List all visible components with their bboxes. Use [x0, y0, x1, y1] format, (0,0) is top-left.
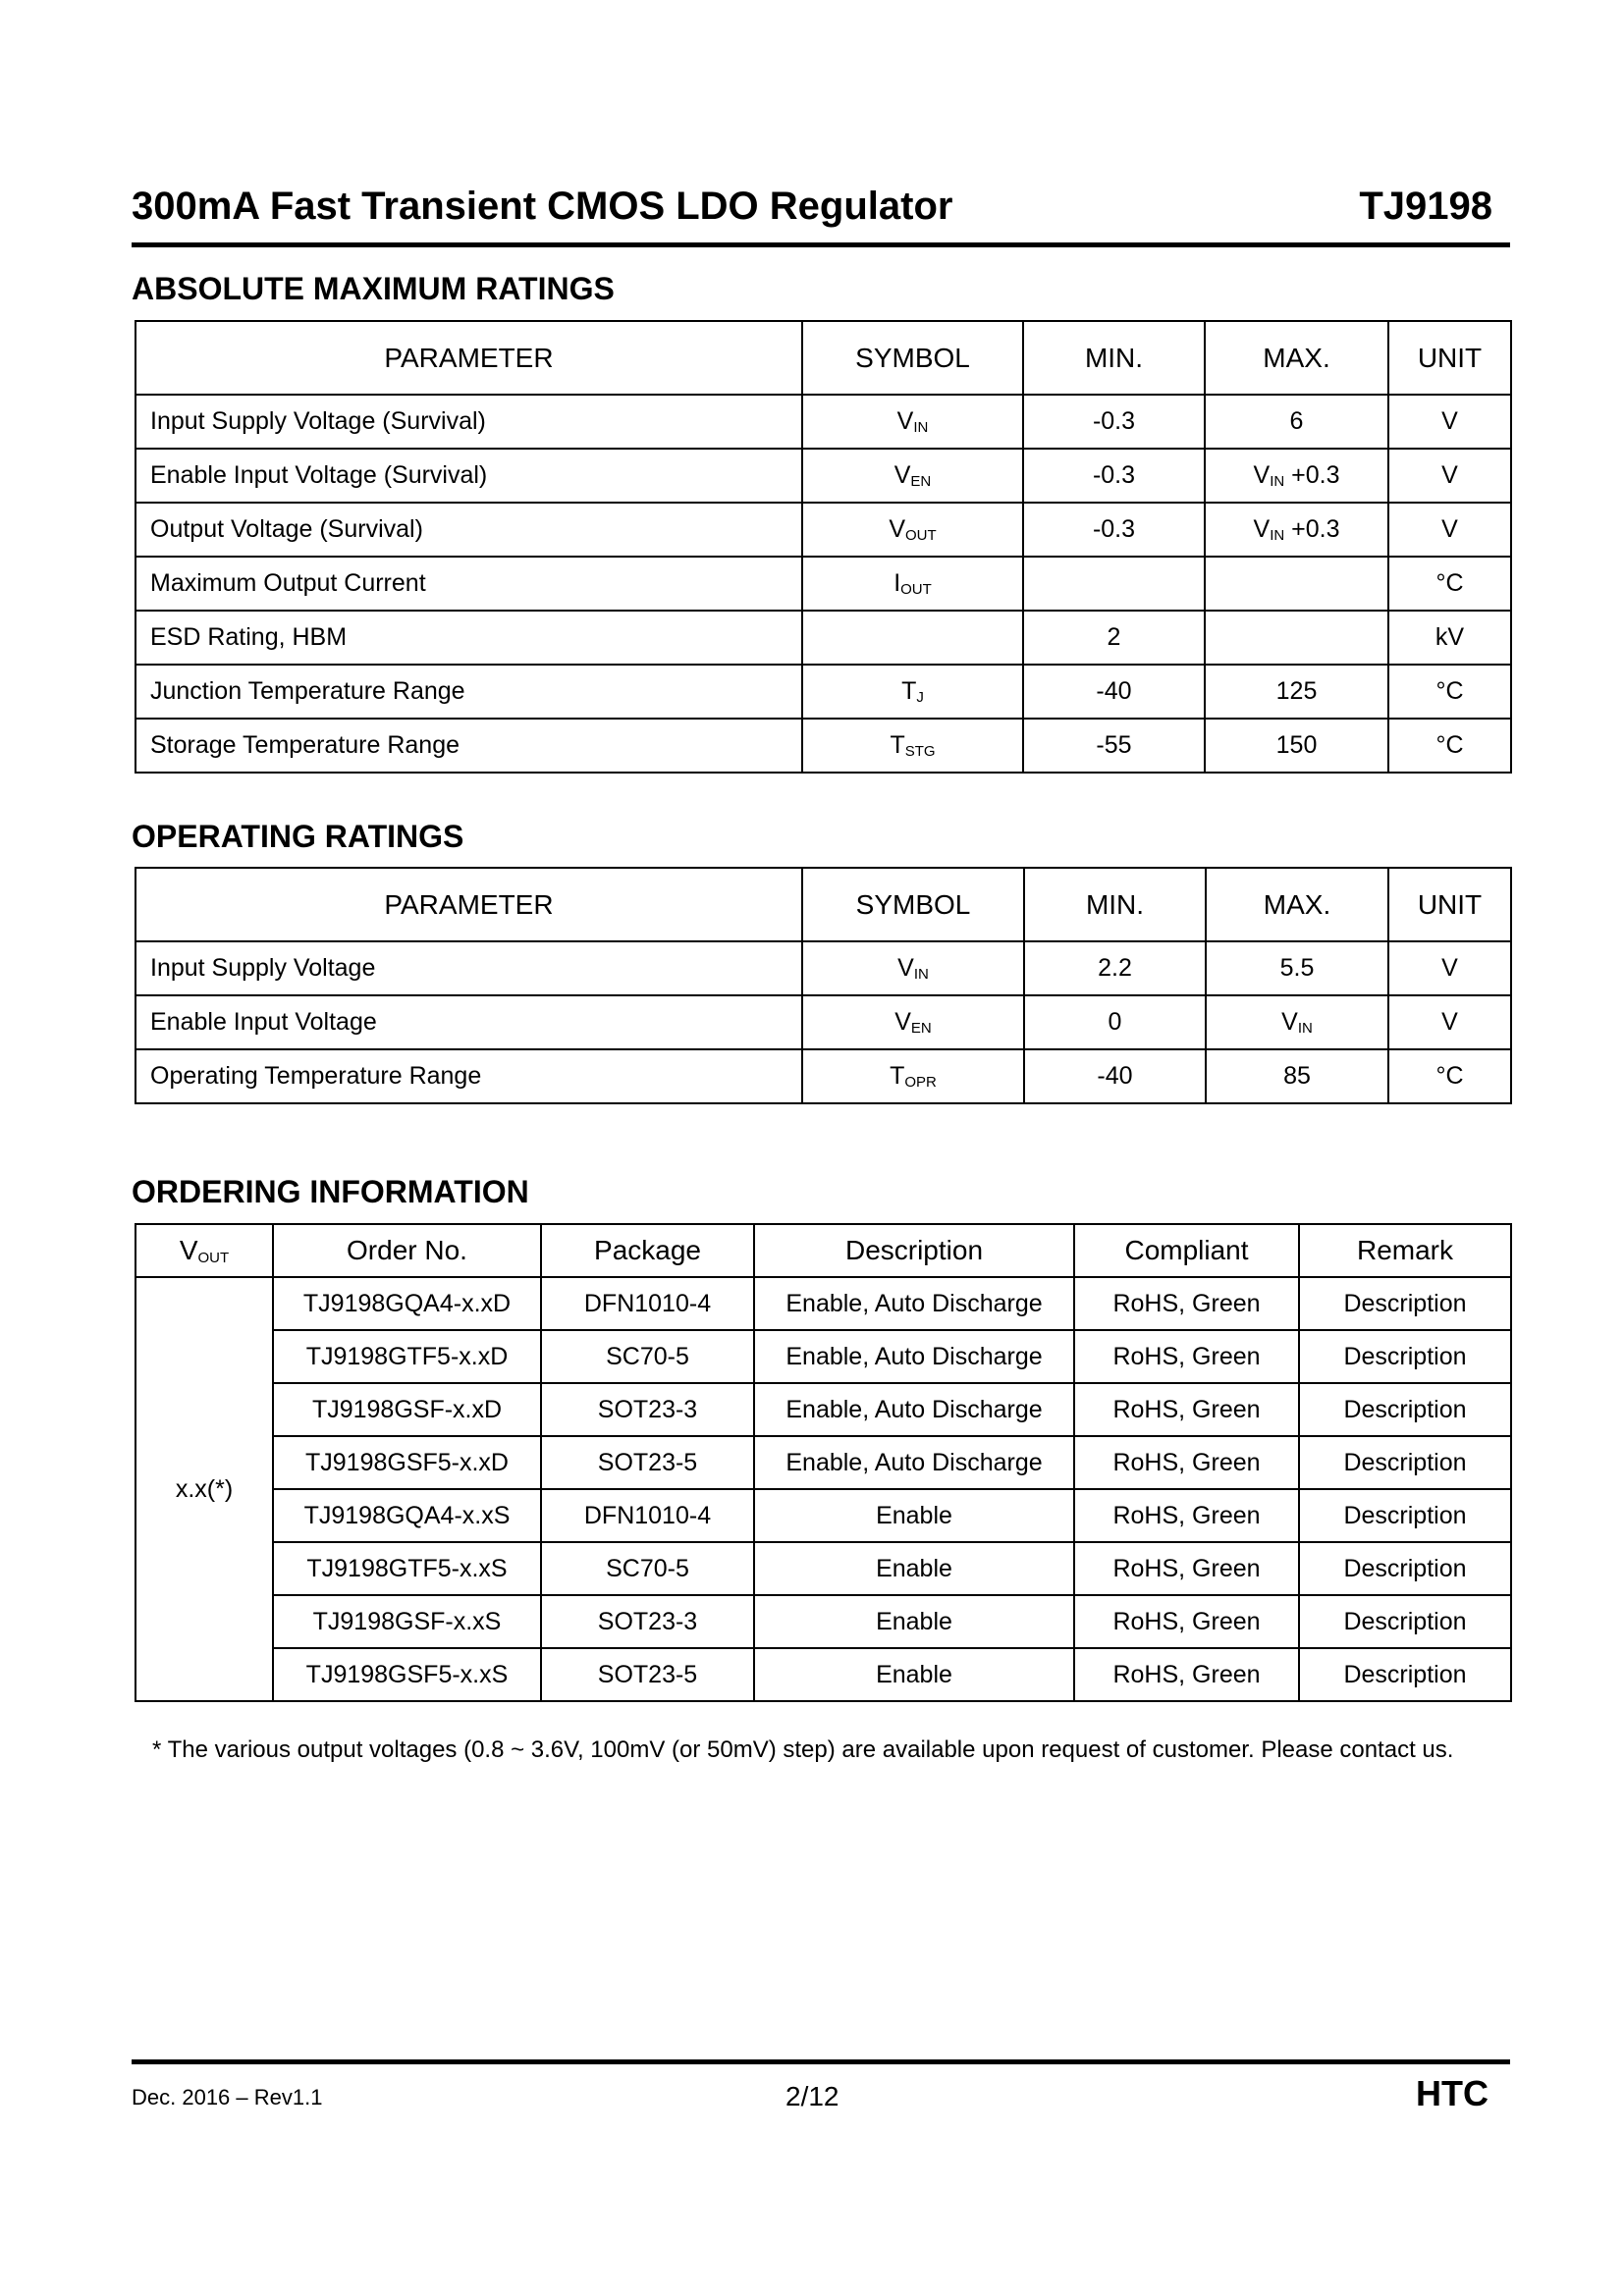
compliant-cell: RoHS, Green: [1074, 1595, 1299, 1648]
col-order-no: Order No.: [273, 1224, 541, 1277]
unit-cell: V: [1388, 395, 1511, 449]
order-no-cell: TJ9198GSF-x.xS: [273, 1595, 541, 1648]
symbol-main: V: [897, 954, 914, 982]
table-row: [135, 941, 1511, 995]
max-main: 6: [1289, 407, 1304, 435]
parameter-cell: ESD Rating, HBM: [135, 611, 802, 665]
min-cell: -40: [1023, 665, 1205, 719]
compliant-cell: RoHS, Green: [1074, 1383, 1299, 1436]
col-remark: Remark: [1299, 1224, 1511, 1277]
remark-cell: Description: [1299, 1542, 1511, 1595]
table-row: [135, 1542, 1511, 1595]
symbol-subscript: OUT: [900, 581, 932, 598]
col-min: MIN.: [1023, 321, 1205, 395]
col-package: Package: [541, 1224, 754, 1277]
package-cell: SOT23-3: [541, 1595, 754, 1648]
package-cell: DFN1010-4: [541, 1277, 754, 1330]
symbol-cell: [802, 611, 1023, 665]
order-no-cell: TJ9198GTF5-x.xD: [273, 1330, 541, 1383]
symbol-main: V: [894, 1008, 911, 1036]
table-row: [135, 1595, 1511, 1648]
operating-header-row: [135, 868, 1511, 941]
description-cell: Enable, Auto Discharge: [754, 1436, 1074, 1489]
min-cell: 2: [1023, 611, 1205, 665]
package-cell: SC70-5: [541, 1542, 754, 1595]
parameter-cell: Operating Temperature Range: [135, 1049, 802, 1103]
parameter-cell: Input Supply Voltage (Survival): [135, 395, 802, 449]
compliant-cell: RoHS, Green: [1074, 1330, 1299, 1383]
compliant-cell: RoHS, Green: [1074, 1648, 1299, 1701]
max-cell: [1206, 941, 1388, 995]
max-main: 5.5: [1279, 954, 1315, 982]
table-row: [135, 395, 1511, 449]
symbol-cell: [802, 941, 1024, 995]
max-cell: [1206, 995, 1388, 1049]
col-unit: UNIT: [1388, 321, 1511, 395]
symbol-cell: [802, 503, 1023, 557]
table-row: [135, 719, 1511, 773]
symbol-cell: [802, 557, 1023, 611]
order-no-cell: TJ9198GSF5-x.xS: [273, 1648, 541, 1701]
table-row: [135, 1330, 1511, 1383]
ordering-footnote: * The various output voltages (0.8 ~ 3.6V, 100mV (or 50mV) step) are available upon request of customer. Please contact us.: [152, 1736, 1454, 1763]
symbol-subscript: IN: [913, 419, 929, 436]
symbol-cell: [802, 449, 1023, 503]
ordering-header-row: [135, 1224, 1511, 1277]
remark-cell: Description: [1299, 1648, 1511, 1701]
symbol-cell: [802, 719, 1023, 773]
max-tail: +0.3: [1284, 461, 1340, 489]
unit-cell: V: [1388, 503, 1511, 557]
description-cell: Enable, Auto Discharge: [754, 1330, 1074, 1383]
remark-cell: Description: [1299, 1277, 1511, 1330]
symbol-main: T: [890, 1062, 905, 1090]
order-no-cell: TJ9198GQA4-x.xD: [273, 1277, 541, 1330]
symbol-main: T: [890, 731, 905, 759]
parameter-cell: Enable Input Voltage: [135, 995, 802, 1049]
col-compliant: Compliant: [1074, 1224, 1299, 1277]
ordering-title: ORDERING INFORMATION: [132, 1174, 529, 1209]
col-description: Description: [754, 1224, 1074, 1277]
max-cell: [1205, 395, 1388, 449]
description-cell: Enable: [754, 1542, 1074, 1595]
col-vout: $V_{OUT}$: [135, 1224, 273, 1277]
max-main: V: [1253, 461, 1271, 489]
revision-date: Dec. 2016 – Rev1.1: [132, 2085, 323, 2109]
symbol-subscript: EN: [910, 473, 932, 490]
max-main: 150: [1275, 731, 1318, 759]
max-main: V: [1253, 515, 1271, 543]
symbol-cell: [802, 1049, 1024, 1103]
parameter-cell: Input Supply Voltage: [135, 941, 802, 995]
footer-rule: [132, 2059, 1510, 2064]
max-main: 125: [1275, 677, 1318, 705]
col-symbol: SYMBOL: [802, 868, 1024, 941]
description-cell: Enable: [754, 1595, 1074, 1648]
compliant-cell: RoHS, Green: [1074, 1489, 1299, 1542]
unit-cell: °C: [1388, 719, 1511, 773]
abs-max-table: [135, 320, 1512, 774]
min-cell: -0.3: [1023, 503, 1205, 557]
parameter-cell: Output Voltage (Survival): [135, 503, 802, 557]
symbol-main: V: [893, 461, 911, 489]
symbol-subscript: OPR: [904, 1074, 937, 1091]
table-row: [135, 1277, 1511, 1330]
order-no-cell: TJ9198GSF5-x.xD: [273, 1436, 541, 1489]
table-row: [135, 995, 1511, 1049]
table-row: [135, 449, 1511, 503]
min-cell: 0: [1024, 995, 1206, 1049]
operating-title: OPERATING RATINGS: [132, 819, 464, 854]
table-row: [135, 611, 1511, 665]
package-cell: SOT23-5: [541, 1648, 754, 1701]
parameter-cell: Junction Temperature Range: [135, 665, 802, 719]
symbol-main: V: [896, 407, 914, 435]
max-main: V: [1281, 1008, 1298, 1036]
unit-cell: V: [1388, 995, 1511, 1049]
table-row: [135, 1049, 1511, 1103]
min-cell: [1023, 557, 1205, 611]
header-rule: [132, 242, 1510, 247]
max-cell: [1205, 557, 1388, 611]
symbol-subscript: IN: [913, 966, 929, 983]
package-cell: DFN1010-4: [541, 1489, 754, 1542]
min-cell: -55: [1023, 719, 1205, 773]
compliant-cell: RoHS, Green: [1074, 1436, 1299, 1489]
unit-cell: °C: [1388, 665, 1511, 719]
max-cell: [1206, 1049, 1388, 1103]
symbol-subscript: J: [916, 689, 924, 706]
max-subscript: IN: [1270, 527, 1285, 544]
parameter-cell: Storage Temperature Range: [135, 719, 802, 773]
operating-table: [135, 867, 1512, 1104]
symbol-cell: [802, 995, 1024, 1049]
compliant-cell: RoHS, Green: [1074, 1542, 1299, 1595]
symbol-main: T: [901, 677, 917, 705]
order-no-cell: TJ9198GQA4-x.xS: [273, 1489, 541, 1542]
symbol-subscript: OUT: [905, 527, 937, 544]
unit-cell: V: [1388, 449, 1511, 503]
min-cell: 2.2: [1024, 941, 1206, 995]
package-cell: SOT23-5: [541, 1436, 754, 1489]
col-max: MAX.: [1206, 868, 1388, 941]
max-cell: [1205, 503, 1388, 557]
parameter-cell: Maximum Output Current: [135, 557, 802, 611]
table-row: [135, 1383, 1511, 1436]
remark-cell: Description: [1299, 1330, 1511, 1383]
page-number: 2/12: [785, 2081, 839, 2111]
table-row: [135, 503, 1511, 557]
min-cell: -0.3: [1023, 449, 1205, 503]
max-tail: +0.3: [1284, 515, 1340, 543]
order-no-cell: TJ9198GTF5-x.xS: [273, 1542, 541, 1595]
description-cell: Enable: [754, 1648, 1074, 1701]
package-cell: SC70-5: [541, 1330, 754, 1383]
col-max: MAX.: [1205, 321, 1388, 395]
unit-cell: °C: [1388, 1049, 1511, 1103]
symbol-main: V: [889, 515, 905, 543]
symbol-cell: [802, 395, 1023, 449]
table-row: [135, 1648, 1511, 1701]
document-title: 300mA Fast Transient CMOS LDO Regulator: [132, 185, 953, 228]
remark-cell: Description: [1299, 1489, 1511, 1542]
symbol-main: I: [893, 569, 901, 597]
ordering-table: [135, 1223, 1512, 1702]
col-unit: UNIT: [1388, 868, 1511, 941]
remark-cell: Description: [1299, 1595, 1511, 1648]
description-cell: Enable, Auto Discharge: [754, 1277, 1074, 1330]
part-number: TJ9198: [1359, 185, 1492, 228]
table-row: [135, 557, 1511, 611]
unit-cell: kV: [1388, 611, 1511, 665]
col-parameter: PARAMETER: [135, 321, 802, 395]
max-subscript: IN: [1297, 1020, 1313, 1037]
abs-max-header-row: [135, 321, 1511, 395]
parameter-cell: Enable Input Voltage (Survival): [135, 449, 802, 503]
order-no-cell: TJ9198GSF-x.xD: [273, 1383, 541, 1436]
table-row: [135, 1489, 1511, 1542]
min-cell: -0.3: [1023, 395, 1205, 449]
abs-max-title: ABSOLUTE MAXIMUM RATINGS: [132, 271, 615, 306]
remark-cell: Description: [1299, 1383, 1511, 1436]
vout-value-cell: x.x(*): [135, 1277, 273, 1701]
unit-cell: °C: [1388, 557, 1511, 611]
compliant-cell: RoHS, Green: [1074, 1277, 1299, 1330]
brand-logo-text: HTC: [1416, 2073, 1489, 2113]
table-row: [135, 665, 1511, 719]
min-cell: -40: [1024, 1049, 1206, 1103]
remark-cell: Description: [1299, 1436, 1511, 1489]
table-row: [135, 1436, 1511, 1489]
symbol-subscript: EN: [910, 1020, 932, 1037]
symbol-cell: [802, 665, 1023, 719]
description-cell: Enable, Auto Discharge: [754, 1383, 1074, 1436]
max-cell: [1205, 719, 1388, 773]
description-cell: Enable: [754, 1489, 1074, 1542]
col-min: MIN.: [1024, 868, 1206, 941]
max-cell: [1205, 611, 1388, 665]
max-main: 85: [1283, 1062, 1311, 1090]
package-cell: SOT23-3: [541, 1383, 754, 1436]
max-cell: [1205, 665, 1388, 719]
col-symbol: SYMBOL: [802, 321, 1023, 395]
col-parameter: PARAMETER: [135, 868, 802, 941]
symbol-subscript: STG: [904, 743, 936, 760]
max-cell: [1205, 449, 1388, 503]
unit-cell: V: [1388, 941, 1511, 995]
max-subscript: IN: [1270, 473, 1285, 490]
